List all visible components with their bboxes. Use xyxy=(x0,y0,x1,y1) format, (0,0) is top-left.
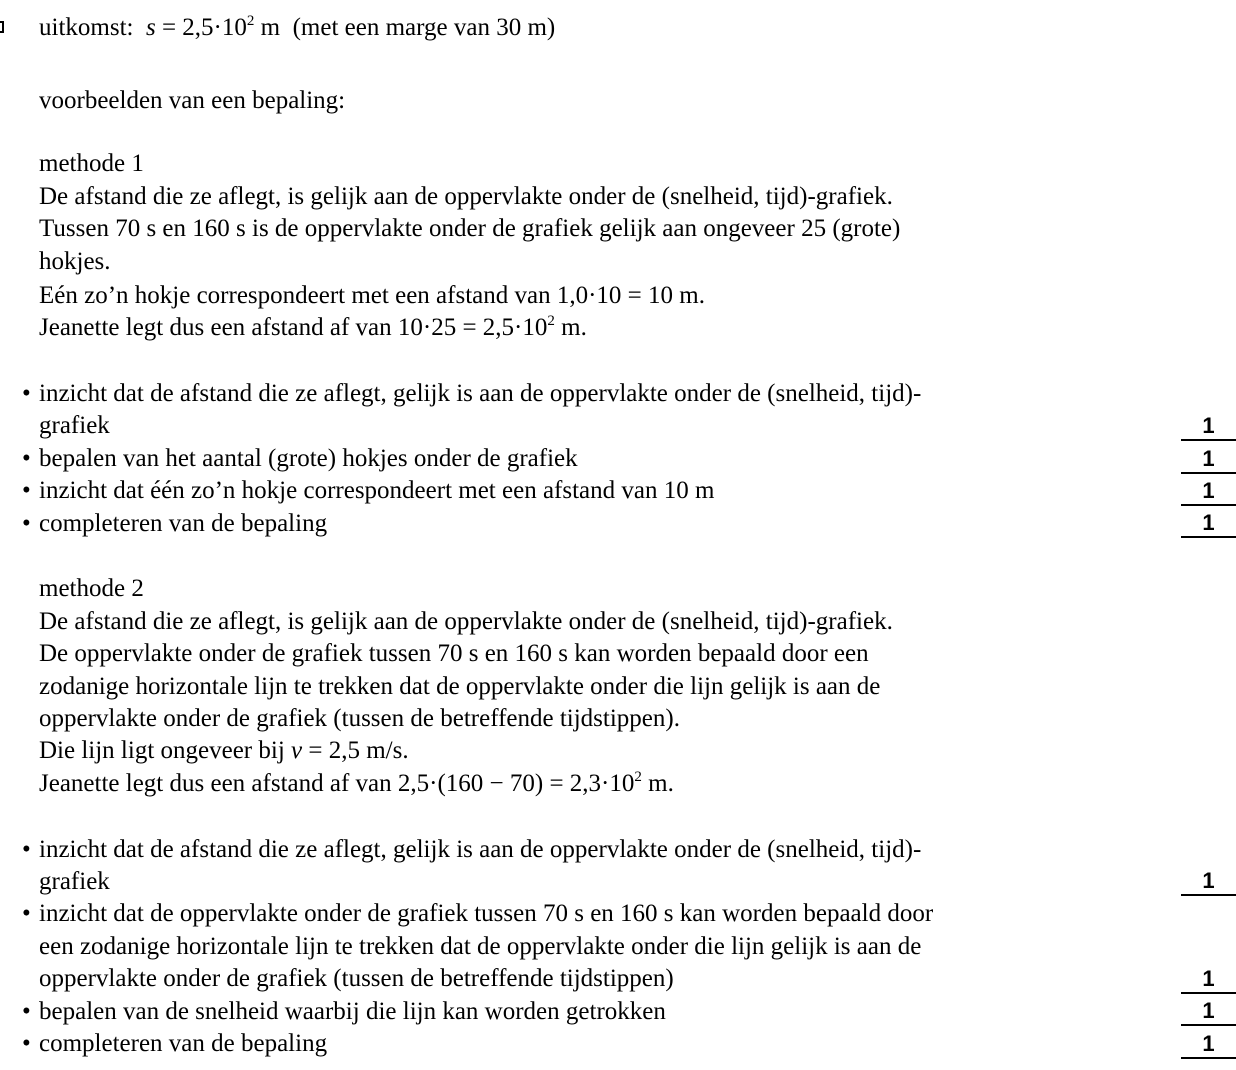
criterion-text: completeren van de bepaling xyxy=(39,510,328,537)
result-note: (met een marge van 30 m) xyxy=(292,14,556,41)
method1-line: De afstand die ze aflegt, is gelijk aan de oppervlakte onder de (snelheid, tijd)-grafiek. xyxy=(39,183,893,210)
bullet: • xyxy=(22,380,31,407)
score-value: 1 xyxy=(1181,510,1236,538)
criterion-text: inzicht dat de afstand die ze aflegt, gelijk is aan de oppervlakte onder de (snelheid, tijd)- xyxy=(39,380,922,407)
method2-line: Die lijn ligt ongeveer bij v = 2,5 m/s. xyxy=(39,737,409,764)
method2-line: oppervlakte onder de grafiek (tussen de betreffende tijdstippen). xyxy=(39,705,680,732)
criterion-text: bepalen van de snelheid waarbij die lijn kan worden getrokken xyxy=(39,998,666,1025)
bullet: • xyxy=(22,900,31,927)
criterion-text: bepalen van het aantal (grote) hokjes onder de grafiek xyxy=(39,445,578,472)
method2-line: Jeanette legt dus een afstand af van $2,5\cdot(160 - 70) = 2,3\cdot 10^2$ m. xyxy=(39,769,674,797)
method1-line: Jeanette legt dus een afstand af van $10\cdot 25 = 2,5\cdot 10^2$ m. xyxy=(39,313,587,341)
result-line xyxy=(39,12,555,44)
score-value: 1 xyxy=(1181,998,1236,1026)
bullet: • xyxy=(22,836,31,863)
method2-line: zodanige horizontale lijn te trekken dat de oppervlakte onder die lijn gelijk is aan de xyxy=(39,673,881,700)
criterion-text: inzicht dat de afstand die ze aflegt, gelijk is aan de oppervlakte onder de (snelheid, tijd)- xyxy=(39,836,922,863)
bullet: • xyxy=(22,445,31,472)
score-value: 1 xyxy=(1181,966,1236,994)
criterion-text: inzicht dat de oppervlakte onder de grafiek tussen 70 s en 160 s kan worden bepaald door xyxy=(39,900,934,927)
checkbox-marker xyxy=(0,21,4,33)
score-value: 1 xyxy=(1181,413,1236,441)
bullet: • xyxy=(22,998,31,1025)
criterion-text: grafiek xyxy=(39,868,110,895)
method2-title: methode 2 xyxy=(39,575,144,602)
criterion-text: een zodanige horizontale lijn te trekken dat de oppervlakte onder die lijn gelijk is aan de xyxy=(39,933,922,960)
score-value: 1 xyxy=(1181,868,1236,896)
result-formula: $s = 2,5\cdot 10^2$ m xyxy=(145,13,281,41)
method1-title: methode 1 xyxy=(39,150,144,177)
criterion-text: completeren van de bepaling xyxy=(39,1030,328,1057)
bullet: • xyxy=(22,510,31,537)
criterion-text: grafiek xyxy=(39,412,110,439)
bullet: • xyxy=(22,477,31,504)
score-value: 1 xyxy=(1181,478,1236,506)
method2-line: De afstand die ze aflegt, is gelijk aan de oppervlakte onder de (snelheid, tijd)-grafiek. xyxy=(39,608,893,635)
method2-line: De oppervlakte onder de grafiek tussen 70 s en 160 s kan worden bepaald door een xyxy=(39,640,869,667)
method1-line: Tussen 70 s en 160 s is de oppervlakte onder de grafiek gelijk aan ongeveer 25 (grote) xyxy=(39,215,901,242)
intro-text: voorbeelden van een bepaling: xyxy=(39,87,346,114)
criterion-text: oppervlakte onder de grafiek (tussen de betreffende tijdstippen) xyxy=(39,965,674,992)
method1-line: hokjes. xyxy=(39,248,111,275)
bullet: • xyxy=(22,1030,31,1057)
score-value: 1 xyxy=(1181,1031,1236,1059)
score-value: 1 xyxy=(1181,446,1236,474)
criterion-text: inzicht dat één zo’n hokje correspondeert met een afstand van 10 m xyxy=(39,477,715,504)
result-label: uitkomst: xyxy=(39,14,134,41)
method1-line: Eén zo’n hokje correspondeert met een afstand van 1,0·10 = 10 m. xyxy=(39,282,705,309)
